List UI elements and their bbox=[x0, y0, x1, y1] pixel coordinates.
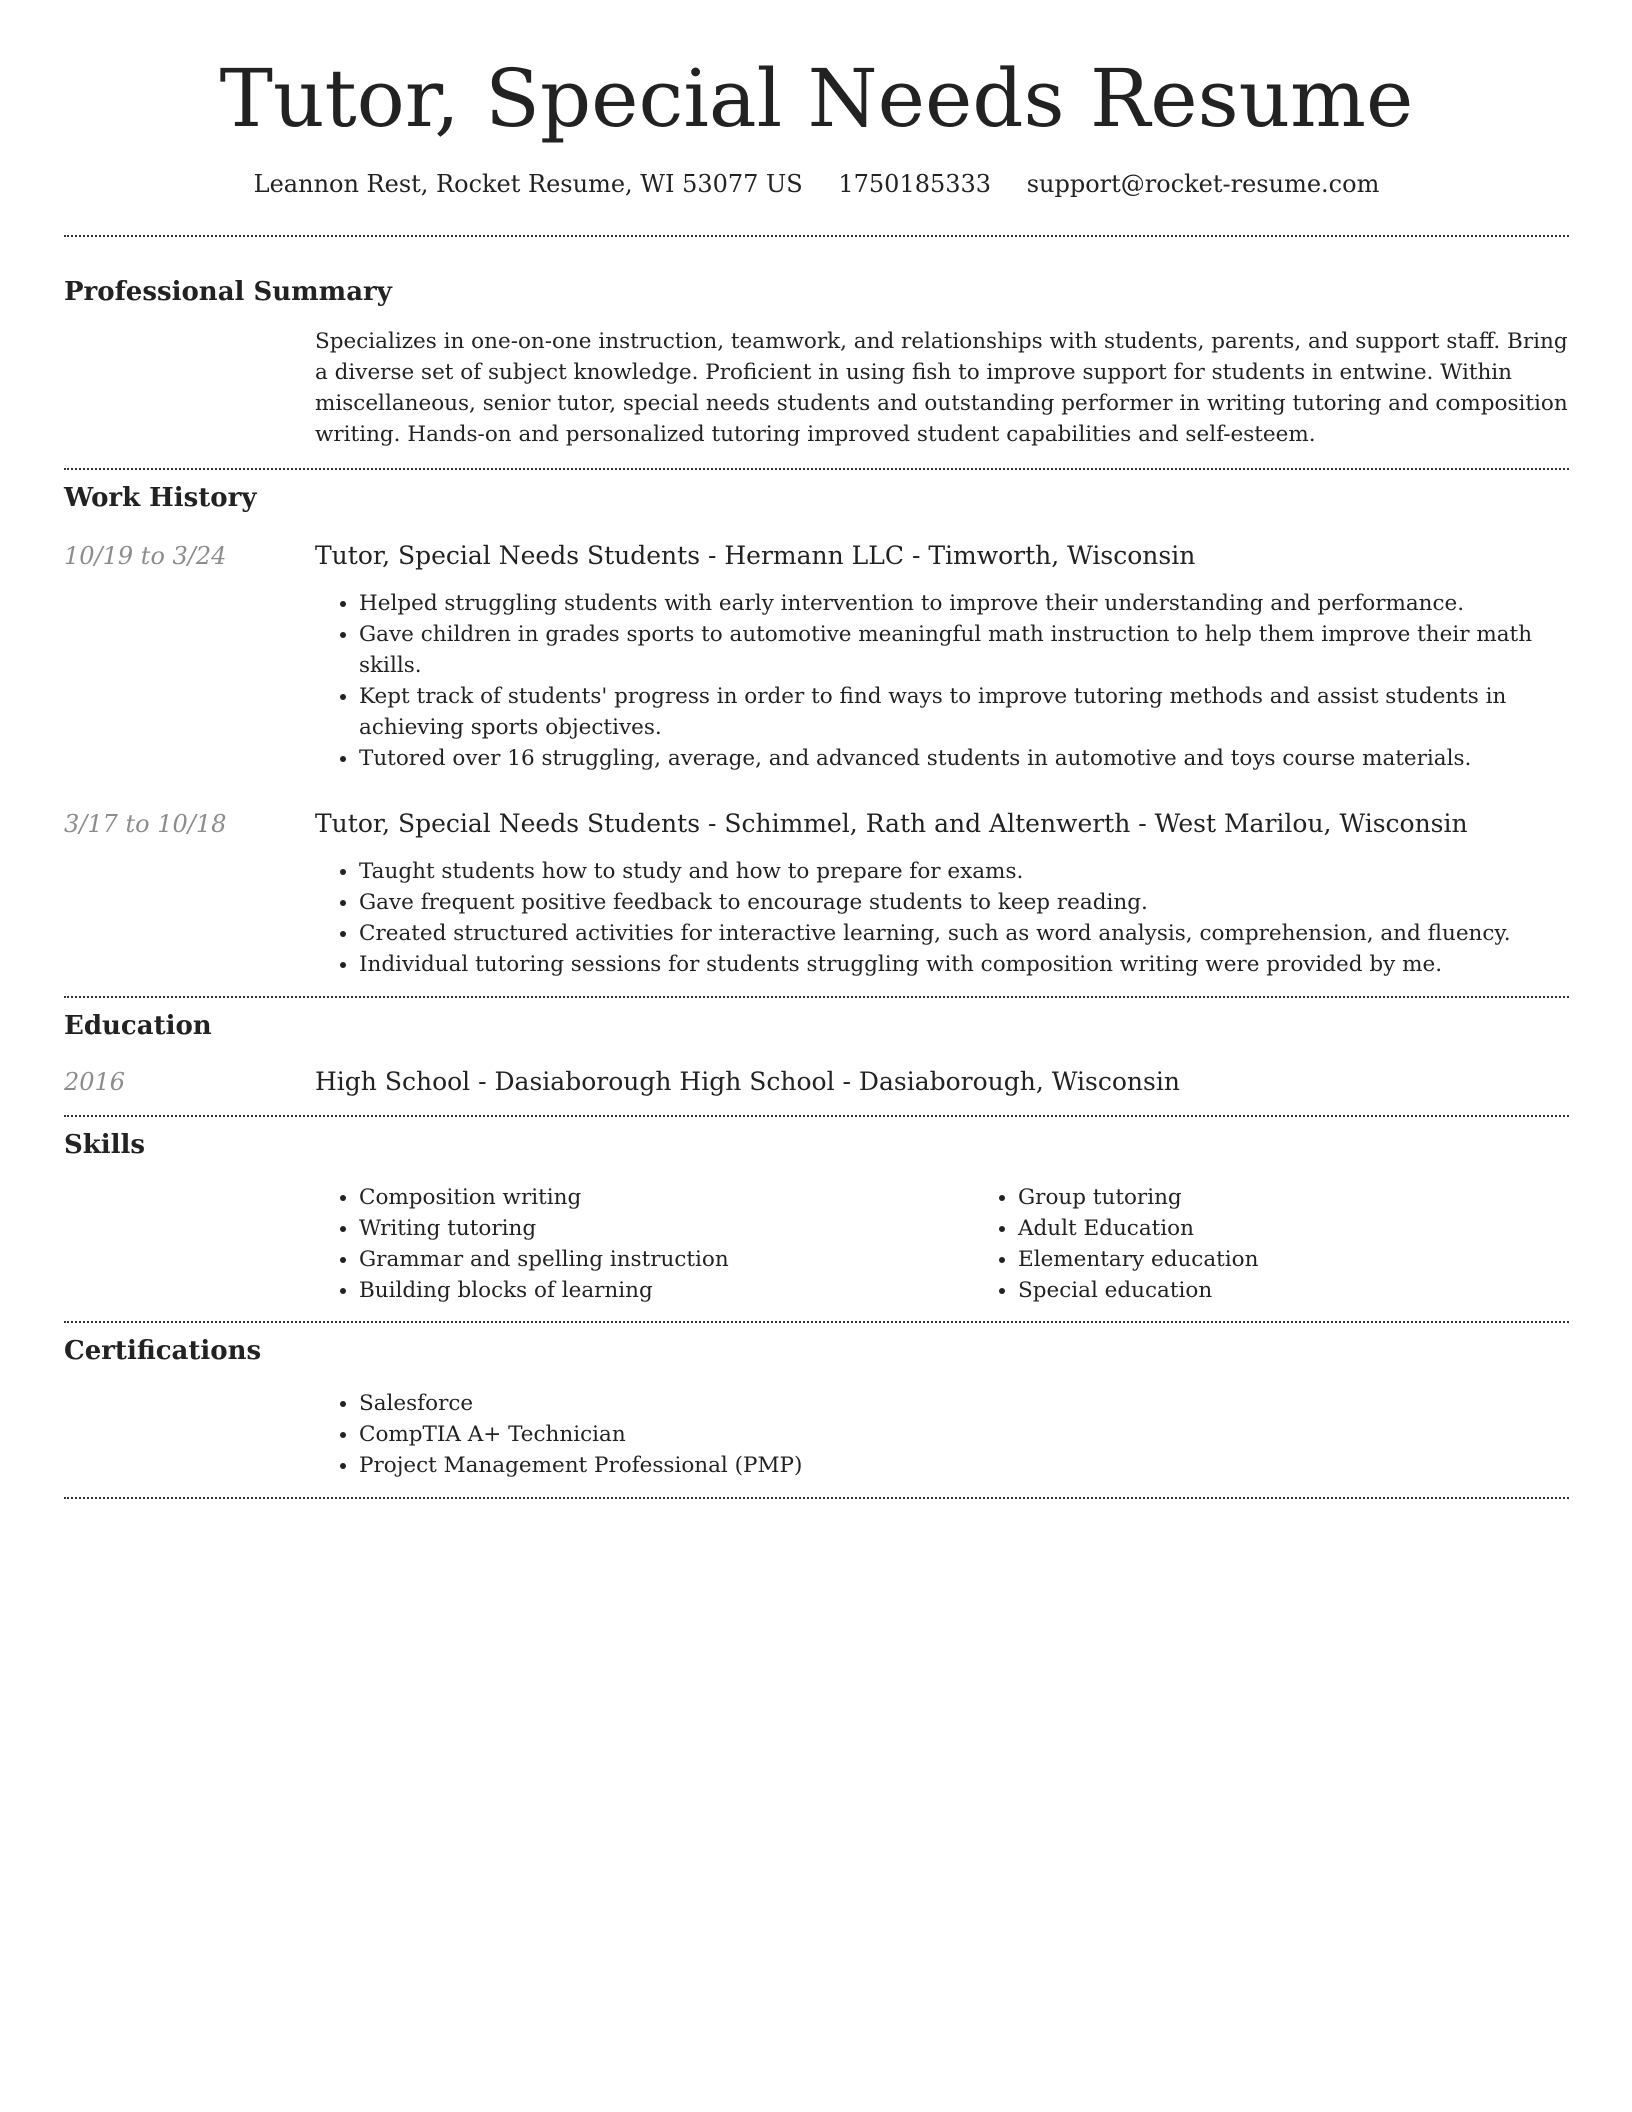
work-history-section bbox=[64, 481, 1569, 980]
job-bullets bbox=[315, 856, 1569, 980]
section-divider bbox=[64, 1321, 1569, 1323]
section-heading: Work History bbox=[64, 483, 257, 513]
section-heading: Professional Summary bbox=[64, 277, 392, 307]
education-year: 2016 bbox=[64, 1068, 126, 1096]
section-divider bbox=[64, 1115, 1569, 1117]
skill-item: • Special education bbox=[1018, 1275, 1632, 1306]
contact-line bbox=[64, 168, 1569, 200]
list-item: • Gave frequent positive feedback to encourage students to keep reading. bbox=[359, 887, 1569, 918]
section-divider bbox=[64, 996, 1569, 998]
list-item: • Gave children in grades sports to automotive meaningful math instruction to help them improve their math skills. bbox=[359, 619, 1569, 681]
list-item: • Taught students how to study and how to prepare for exams. bbox=[359, 856, 1569, 887]
skills-list-left bbox=[315, 1182, 974, 1306]
certification-item: • Project Management Professional (PMP) bbox=[359, 1450, 1569, 1481]
job-entry bbox=[64, 808, 1569, 980]
resume-page bbox=[64, 0, 1569, 1499]
list-item: • Kept track of students' progress in order to find ways to improve tutoring methods and assist students in achieving sports objectives. bbox=[359, 681, 1569, 743]
job-title: Tutor, Special Needs Students - Schimmel, Rath and Altenwerth - West Marilou, Wisconsin bbox=[315, 809, 1468, 838]
list-item: • Tutored over 16 struggling, average, and advanced students in automotive and toys course materials. bbox=[359, 743, 1569, 774]
skill-item: • Building blocks of learning bbox=[359, 1275, 974, 1306]
list-item: • Individual tutoring sessions for students struggling with composition writing were provided by me. bbox=[359, 949, 1569, 980]
certification-item: • CompTIA A+ Technician bbox=[359, 1419, 1569, 1450]
section-divider bbox=[64, 1497, 1569, 1499]
summary-text: Specializes in one-on-one instruction, teamwork, and relationships with students, parents, and support staff. Bring a diverse set of subject knowledge. Proficient in using fish to improve support for students in entwine. Within miscellaneous, senior tutor, special needs students and outstanding performer in writing tutoring and composition writing. Hands-on and personalized tutoring improved student capabilities and self-esteem. bbox=[315, 329, 1568, 447]
skills-list-right bbox=[974, 1182, 1632, 1306]
section-heading: Skills bbox=[64, 1130, 146, 1160]
job-entry bbox=[64, 540, 1569, 774]
education-section bbox=[64, 1009, 1569, 1098]
job-title: Tutor, Special Needs Students - Hermann LLC - Timworth, Wisconsin bbox=[315, 541, 1196, 570]
section-heading: Education bbox=[64, 1011, 212, 1041]
skill-item: • Elementary education bbox=[1018, 1244, 1632, 1275]
skill-item: • Group tutoring bbox=[1018, 1182, 1632, 1213]
skills-section bbox=[64, 1128, 1569, 1306]
section-divider bbox=[64, 468, 1569, 470]
section-heading: Certifications bbox=[64, 1336, 262, 1366]
contact-phone: 1750185333 bbox=[838, 170, 992, 198]
skill-item: • Writing tutoring bbox=[359, 1213, 974, 1244]
skill-item: • Adult Education bbox=[1018, 1213, 1632, 1244]
list-item: • Helped struggling students with early intervention to improve their understanding and performance. bbox=[359, 588, 1569, 619]
job-dates: 3/17 to 10/18 bbox=[64, 810, 227, 838]
contact-address: Leannon Rest, Rocket Resume, WI 53077 US bbox=[253, 170, 803, 198]
job-bullets bbox=[315, 588, 1569, 774]
certifications-list bbox=[315, 1388, 1569, 1481]
education-entry: High School - Dasiaborough High School - Dasiaborough, Wisconsin bbox=[315, 1067, 1180, 1096]
skill-item: • Grammar and spelling instruction bbox=[359, 1244, 974, 1275]
section-divider bbox=[64, 235, 1569, 237]
certifications-section bbox=[64, 1334, 1569, 1481]
summary-section bbox=[64, 275, 1569, 450]
contact-email: support@rocket-resume.com bbox=[1026, 170, 1380, 198]
skill-item: • Composition writing bbox=[359, 1182, 974, 1213]
resume-title: Tutor, Special Needs Resume bbox=[219, 52, 1414, 145]
certification-item: • Salesforce bbox=[359, 1388, 1569, 1419]
list-item: • Created structured activities for interactive learning, such as word analysis, comprehension, and fluency. bbox=[359, 918, 1569, 949]
job-dates: 10/19 to 3/24 bbox=[64, 542, 227, 570]
